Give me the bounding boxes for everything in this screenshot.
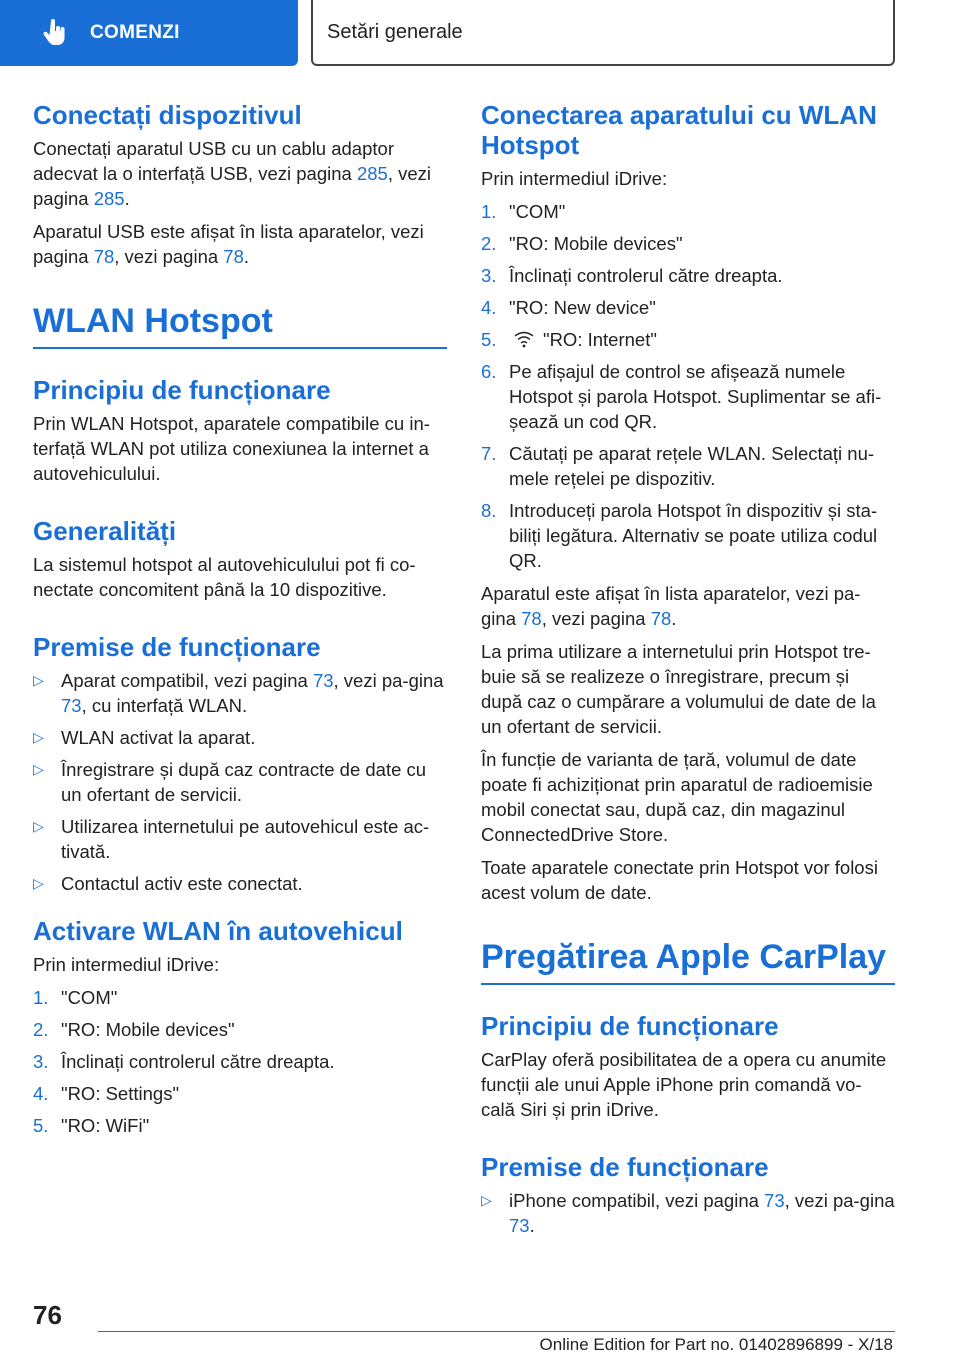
step-text: "COM" (509, 201, 566, 222)
chapter-tab[interactable] (0, 0, 298, 66)
step-text: Introduceți parola Hotspot în dispozitiv și sta-biliți legătura. Alternativ se poate utiliza codul QR. (509, 500, 878, 571)
text: Contactul activ este conectat. (61, 873, 303, 894)
step-text: "RO: WiFi" (61, 1115, 150, 1136)
paragraph-connect-1 (33, 136, 447, 211)
list-item (481, 1188, 895, 1238)
page-link[interactable]: 73 (312, 670, 334, 691)
list-item (481, 327, 895, 352)
page-header (0, 0, 960, 66)
heading-premises: Premise de funcționare (33, 632, 321, 662)
heading-connect-device: Conectați dispozitivul (33, 100, 302, 130)
page-link[interactable]: 78 (223, 246, 244, 267)
page-link[interactable]: 78 (521, 608, 542, 629)
triangle-bullet-icon: ▷ (33, 875, 44, 891)
triangle-bullet-icon: ▷ (33, 818, 44, 834)
heading-carplay: Pregătirea Apple CarPlay (481, 935, 895, 985)
page-link[interactable]: 78 (93, 246, 115, 267)
step-number: 5. (33, 1115, 49, 1136)
paragraph-principle: Prin WLAN Hotspot, aparatele compatibile cu in-terfață WLAN pot utiliza conexiunea la internet a autovehiculului. (33, 413, 430, 484)
premises-list (33, 668, 447, 896)
paragraph-country: În funcție de varianta de țară, volumul de date poate fi achiziționat prin aparatul de radioemisie mobil conectat sau, după caz, din magazinul ConnectedDrive Store. (481, 749, 873, 845)
text: . (671, 608, 677, 629)
list-item (33, 871, 447, 896)
step-number: 3. (481, 265, 497, 286)
step-text: "RO: New device" (509, 297, 656, 318)
triangle-bullet-icon: ▷ (33, 672, 44, 688)
list-item (481, 263, 895, 288)
hand-pointer-icon (40, 18, 70, 48)
step-number: 6. (481, 361, 497, 382)
step-number: 8. (481, 500, 497, 521)
text: , cu interfață WLAN. (81, 695, 248, 716)
heading-principle: Principiu de funcționare (481, 1011, 779, 1041)
list-item (481, 359, 895, 434)
text: Aparatul USB este afișat în lista aparatelor, vezi pagina (33, 221, 424, 267)
step-text: Căutați pe aparat rețele WLAN. Selectați nu-mele rețelei pe dispozitiv. (509, 443, 875, 489)
page-link[interactable]: 78 (650, 608, 672, 629)
list-item (33, 1081, 447, 1106)
footer-edition: Online Edition for Part no. 01402896899 - X/18 (539, 1335, 893, 1354)
list-item (33, 725, 447, 750)
page-number: 76 (33, 1300, 62, 1330)
text: WLAN activat la aparat. (61, 727, 256, 748)
hotspot-steps (481, 199, 895, 573)
page-link[interactable]: 285 (93, 188, 125, 209)
wifi-icon (513, 330, 535, 348)
text: Aparatul este afișat în lista aparatelor, vezi pa-gina (481, 583, 861, 629)
text: Aparat compatibil, vezi pagina (61, 670, 313, 691)
list-item (33, 1049, 447, 1074)
step-text: Înclinați controlerul către dreapta. (61, 1051, 335, 1072)
paragraph-carplay: CarPlay oferă posibilitatea de a opera cu anumite funcții ale unui Apple iPhone prin comandă vo-cală Siri și prin iDrive. (481, 1049, 887, 1120)
text: , vezi pa-gina (333, 670, 444, 691)
step-number: 2. (481, 233, 497, 254)
paragraph-data-volume: Toate aparatele conectate prin Hotspot vor folosi acest volum de date. (481, 857, 878, 903)
step-number: 7. (481, 443, 497, 464)
list-item (33, 757, 447, 807)
list-item (33, 668, 447, 718)
text: iPhone compatibil, vezi pagina (509, 1190, 765, 1211)
step-number: 1. (481, 201, 497, 222)
footer-divider (98, 1331, 895, 1332)
triangle-bullet-icon: ▷ (33, 761, 44, 777)
step-number: 1. (33, 987, 49, 1008)
triangle-bullet-icon: ▷ (33, 729, 44, 745)
step-text: "RO: Mobile devices" (509, 233, 683, 254)
text: Înregistrare și după caz contracte de date cu un ofertant de servicii. (61, 759, 427, 805)
step-text: "RO: Mobile devices" (61, 1019, 235, 1040)
text: . (124, 188, 130, 209)
text: , vezi pagina (33, 163, 432, 209)
heading-activate-wlan: Activare WLAN în autovehicul (33, 916, 403, 946)
heading-premises: Premise de funcționare (481, 1152, 769, 1182)
paragraph-connect-2 (33, 219, 447, 269)
list-item (481, 498, 895, 573)
step-number: 2. (33, 1019, 49, 1040)
step-text: "COM" (61, 987, 118, 1008)
step-number: 4. (33, 1083, 49, 1104)
chapter-tab-label: COMENZI (90, 22, 180, 43)
page-link[interactable]: 73 (509, 1215, 530, 1236)
text: , vezi pa-gina (784, 1190, 895, 1211)
section-title: Setări generale (311, 0, 895, 66)
step-text: Pe afișajul de control se afișează numele Hotspot și parola Hotspot. Suplimentar se afi-șează un cod QR. (509, 361, 882, 432)
page-link[interactable]: 73 (764, 1190, 785, 1211)
left-column (33, 100, 447, 1146)
paragraph-device-list (481, 581, 895, 631)
heading-wlan-hotspot: WLAN Hotspot (33, 299, 447, 349)
triangle-bullet-icon: ▷ (481, 1192, 492, 1208)
paragraph-activate: Prin intermediul iDrive: (33, 954, 220, 975)
heading-general: Generalități (33, 516, 177, 546)
list-item (33, 985, 447, 1010)
list-item (33, 814, 447, 864)
text: . (243, 246, 250, 267)
right-column (481, 100, 895, 1246)
heading-principle: Principiu de funcționare (33, 375, 331, 405)
list-item (33, 1113, 447, 1138)
text: , vezi pagina (541, 608, 651, 629)
step-text: "RO: Settings" (61, 1083, 180, 1104)
paragraph-hotspot: Prin intermediul iDrive: (481, 168, 668, 189)
text: . (529, 1215, 535, 1236)
text: , vezi pagina (114, 246, 224, 267)
paragraph-first-use: La prima utilizare a internetului prin Hotspot tre-buie să se realizeze o înregistrare, precum și după caz o cumpărare a volumului de date de la un ofertant de servicii. (481, 641, 876, 737)
premises-list (481, 1188, 895, 1238)
page-link[interactable]: 73 (61, 695, 82, 716)
text: Conectați aparatul USB cu un cablu adaptor adecvat la o interfață USB, vezi pagina (33, 138, 394, 184)
heading-connect-hotspot: Conectarea aparatului cu WLAN Hotspot (481, 100, 877, 160)
step-number: 5. (481, 329, 497, 350)
list-item (481, 295, 895, 320)
paragraph-general: La sistemul hotspot al autovehiculului pot fi co-nectate concomitent până la 10 dispozitive. (33, 554, 416, 600)
list-item (33, 1017, 447, 1042)
list-item (481, 441, 895, 491)
step-text: Înclinați controlerul către dreapta. (509, 265, 783, 286)
list-item (481, 231, 895, 256)
text: Utilizarea internetului pe autovehicul este ac-tivată. (61, 816, 430, 862)
step-number: 3. (33, 1051, 49, 1072)
step-number: 4. (481, 297, 497, 318)
page-link[interactable]: 285 (356, 163, 388, 184)
activate-steps (33, 985, 447, 1138)
list-item (481, 199, 895, 224)
step-text: "RO: Internet" (543, 329, 657, 350)
